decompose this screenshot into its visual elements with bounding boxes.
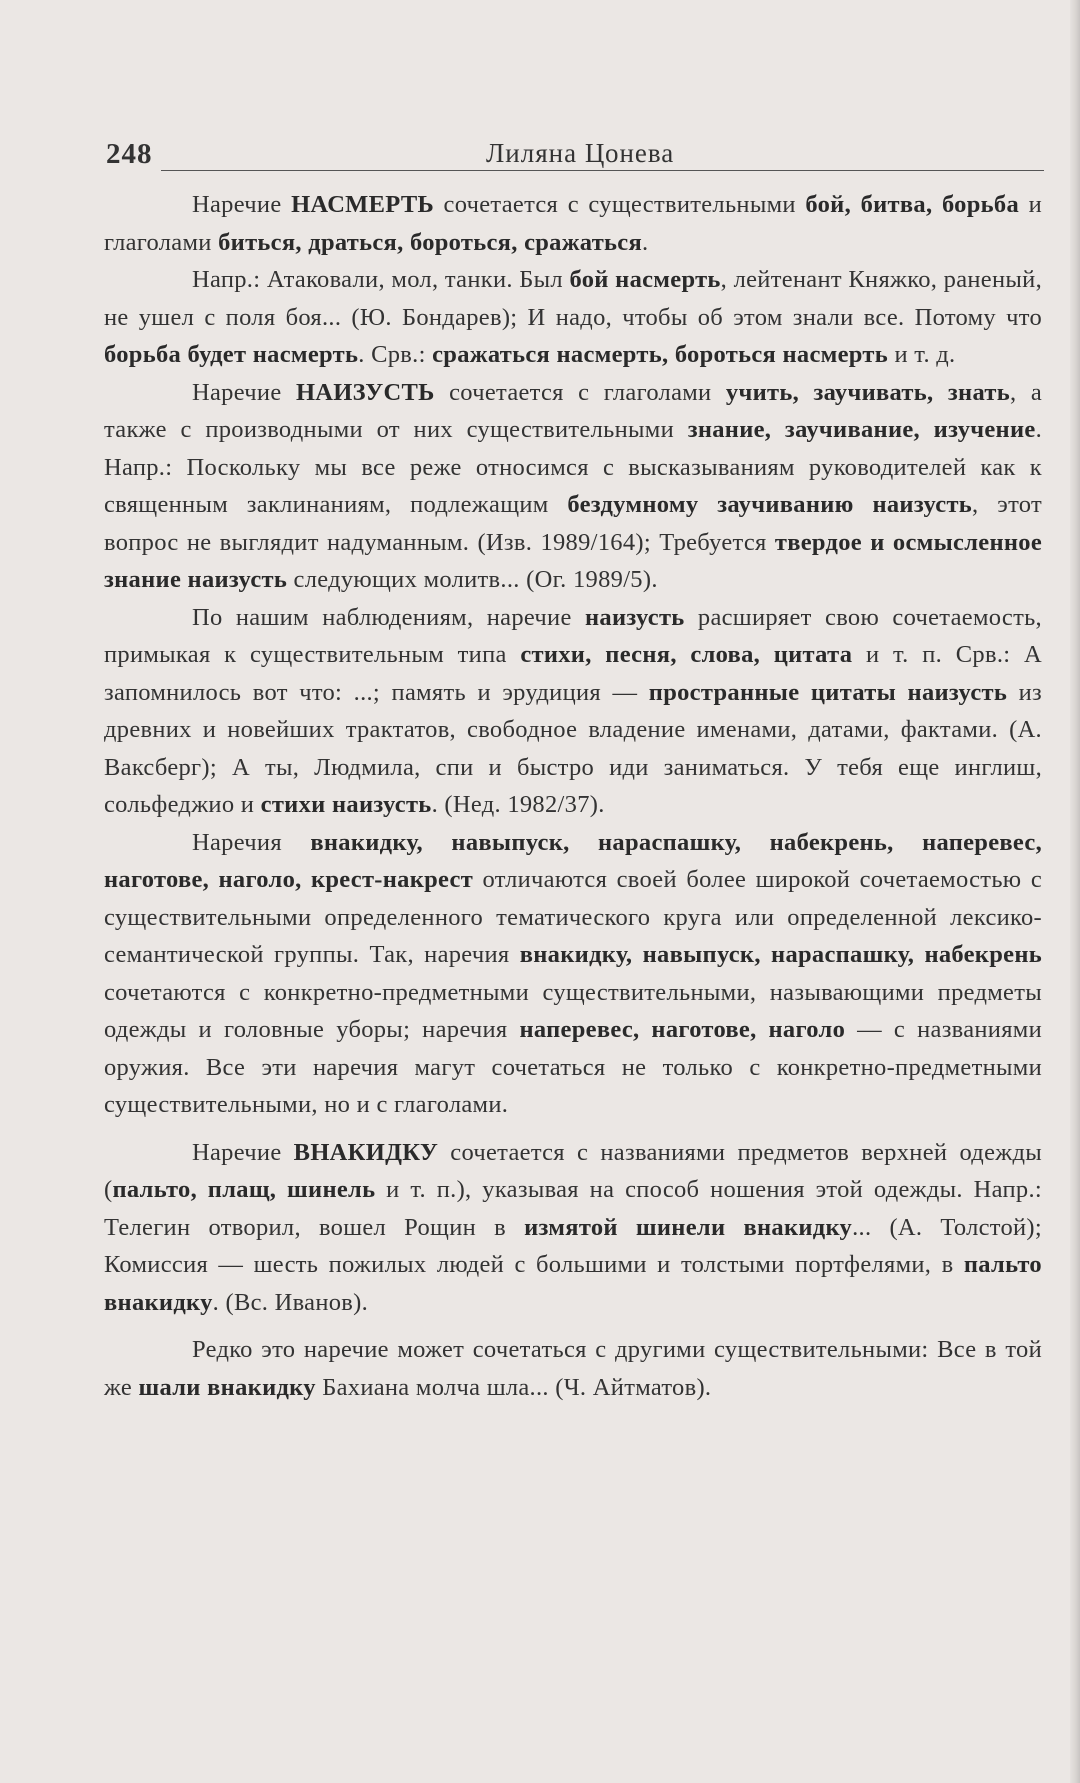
text-run: отличаются своей более широкой сочетаемостью с существительными определенного тематического круга или определенной лексико-семантической группы. Так, наречия bbox=[104, 866, 1042, 968]
bold-term: наизусть bbox=[584, 603, 685, 631]
bold-term: НАСМЕРТЬ bbox=[291, 191, 434, 218]
paragraph bbox=[104, 1134, 1042, 1322]
paragraph bbox=[104, 186, 1042, 261]
paragraph bbox=[104, 374, 1042, 599]
text-run: Напр.: Атаковали, мол, танки. Был bbox=[192, 266, 570, 293]
text-run: — с названиями оружия. Все эти наречия магут сочетаться не только с конкретно-предметными существительными, но и с глаголами. bbox=[104, 1016, 1042, 1118]
text-run: . Напр.: Поскольку мы все реже относимся с высказываниям руководителей как к священным заклинаниям, подлежащим bbox=[104, 416, 1042, 518]
bold-term: НАИЗУСТЬ bbox=[295, 378, 435, 406]
text-run: из древних и новейших трактатов, свободное владение именами, датами, фактами. (А. Ваксберг); А ты, Людмила, спи и быстро иди заниматься. У тебя еще инглиш, сольфеджио и bbox=[104, 678, 1042, 818]
text-run: Бахиана молча шла... (Ч. Айтматов). bbox=[315, 1373, 712, 1401]
bold-term: биться, драться, бороться, сражаться bbox=[218, 228, 643, 256]
bold-term: внакидку, навыпуск, нараспашку, набекрень, наперевес, наготове, наголо, крест-накрест bbox=[104, 828, 1043, 893]
page-number: 248 bbox=[106, 138, 153, 170]
header-rule bbox=[161, 170, 1044, 171]
text-run: , а также с производными от них существительными bbox=[104, 378, 1042, 443]
bold-term: наперевес, наготове, наголо bbox=[519, 1016, 846, 1043]
text-run: ... (А. Толстой); Комиссия — шесть пожилых людей с большими и толстыми портфелями, в bbox=[104, 1213, 1042, 1278]
bold-term: пальто внакидку bbox=[104, 1251, 1042, 1316]
text-run: и т. д. bbox=[888, 341, 956, 368]
bold-term: бой, битва, борьба bbox=[805, 191, 1020, 218]
bold-term: пространные цитаты наизусть bbox=[648, 678, 1008, 706]
text-run: По нашим наблюдениям, наречие bbox=[192, 603, 585, 631]
bold-term: измятой шинели внакидку bbox=[524, 1213, 853, 1241]
bold-term: пальто, плащ, шинель bbox=[112, 1176, 376, 1203]
text-run: расширяет свою сочетаемость, примыкая к существительным типа bbox=[104, 603, 1042, 668]
body-text bbox=[104, 186, 1042, 1406]
text-run: и т. п. Срв.: А запомнилось вот что: ...; память и эрудиция — bbox=[104, 641, 1042, 706]
text-run: Наречие bbox=[192, 378, 296, 406]
text-run: Наречие bbox=[192, 191, 292, 218]
text-run: . bbox=[642, 228, 649, 256]
text-run: Наречия bbox=[192, 828, 311, 856]
paragraph bbox=[104, 824, 1042, 1124]
text-run: сочетается с названиями предметов верхней одежды ( bbox=[104, 1138, 1042, 1203]
text-run: . (Вс. Иванов). bbox=[212, 1288, 369, 1316]
bold-term: внакидку, навыпуск, нараспашку, набекрень bbox=[519, 941, 1042, 968]
text-run: сочетается с существительными bbox=[433, 191, 806, 218]
text-run: Редко это наречие может сочетаться с другими существительными: Все в той же bbox=[104, 1336, 1042, 1401]
running-head bbox=[106, 138, 1044, 178]
text-run: . (Нед. 1982/37). bbox=[431, 791, 605, 818]
paragraph bbox=[104, 599, 1042, 824]
bold-term: бездумному заучиванию наизусть bbox=[567, 491, 973, 518]
text-run: . Срв.: bbox=[358, 341, 433, 368]
bold-term: твердое и осмысленное знание наизусть bbox=[104, 528, 1042, 593]
text-run: , этот вопрос не выглядит надуманным. (Изв. 1989/164); Требуется bbox=[104, 491, 1042, 556]
running-title: Лиляна Цонева bbox=[486, 138, 675, 168]
text-run: , лейтенант Княжко, раненый, не ушел с поля боя... (Ю. Бондарев); И надо, чтобы об этом знали все. Потому что bbox=[104, 266, 1042, 331]
bold-term: борьба будет насмерть bbox=[104, 341, 359, 368]
paragraph bbox=[104, 261, 1042, 374]
bold-term: бой насмерть bbox=[569, 266, 721, 293]
text-run: сочетается с глаголами bbox=[434, 378, 726, 406]
text-run: сочетаются с конкретно-предметными существительными, называющими предметы одежды и головные уборы; наречия bbox=[104, 978, 1042, 1043]
bold-term: стихи, песня, слова, цитата bbox=[520, 641, 853, 668]
text-run: и глаголами bbox=[104, 191, 1042, 256]
paragraph bbox=[104, 1331, 1042, 1406]
text-run: и т. п.), указывая на способ ношения этой одежды. Напр.: Телегин отворил, вошел Рощин в bbox=[104, 1176, 1042, 1241]
bold-term: знание, заучивание, изучение bbox=[687, 416, 1036, 443]
text-run: следующих молитв... (Ог. 1989/5). bbox=[287, 566, 658, 593]
bold-term: стихи наизусть bbox=[260, 791, 432, 818]
bold-term: ВНАКИДКУ bbox=[293, 1138, 439, 1166]
text-run: Наречие bbox=[192, 1138, 294, 1166]
bold-term: сражаться насмерть, бороться насмерть bbox=[432, 341, 889, 368]
page-edge-shadow bbox=[1070, 0, 1080, 1783]
bold-term: учить, заучивать, знать bbox=[725, 378, 1010, 406]
bold-term: шали внакидку bbox=[138, 1373, 316, 1401]
